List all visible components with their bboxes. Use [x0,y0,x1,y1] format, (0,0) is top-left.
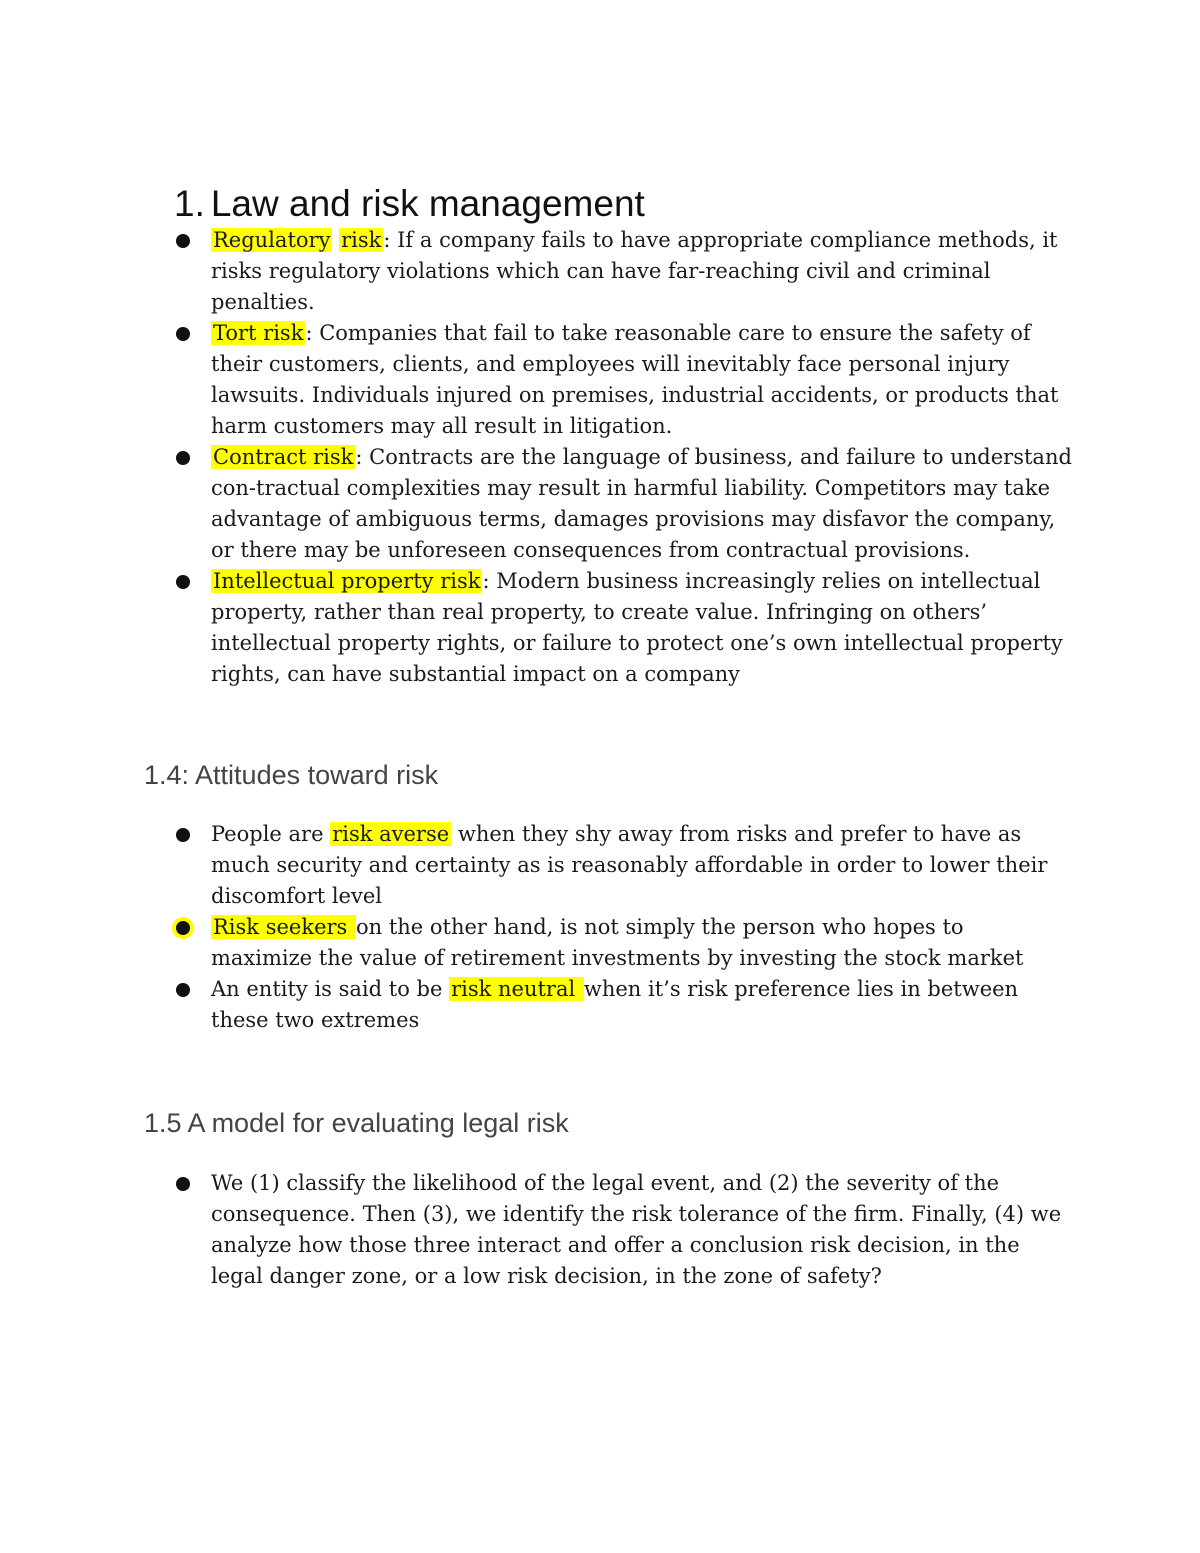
text-run: : Modern business increasingly relies on intellectual [482,569,1041,593]
section-heading-model: 1.5 A model for evaluating legal risk [144,1108,569,1138]
highlighted-term: Intellectual property risk [213,569,481,593]
list-item-risk-neutral [0,974,1091,1036]
highlighted-term: risk averse [332,822,450,846]
bullet-icon [176,234,190,248]
text-line: intellectual property rights, or failure to protect one’s own intellectual property [211,631,1063,655]
text-line [211,912,1091,943]
text-line: discomfort level [211,884,382,908]
list-item-risk-seekers [0,912,1091,974]
text-run: : If a company fails to have appropriate compliance methods, it [383,228,1058,252]
text-line: legal danger zone, or a low risk decision, in the zone of safety? [211,1264,882,1288]
bullet-icon [176,1177,190,1191]
text-line: harm customers may all result in litigation. [211,414,673,438]
text-line: analyze how those three interact and offer a conclusion risk decision, in the [211,1233,1020,1257]
text-line [211,566,1091,597]
heading-title: Law and risk management [210,183,645,224]
model-list [0,1168,1091,1292]
bullet-icon [176,575,190,589]
section-heading-attitudes: 1.4: Attitudes toward risk [144,760,439,790]
text-run: : Companies that fail to take reasonable care to ensure the safety of [305,321,1031,345]
bullet-icon [176,983,190,997]
highlighted-term: Contract risk [213,445,354,469]
law-risk-list [0,225,1091,690]
text-line [211,974,1091,1005]
section-heading-law-and-risk [174,181,645,227]
text-line: or there may be unforeseen consequences from contractual provisions. [211,538,971,562]
text-line [211,819,1091,850]
bullet-icon [176,451,190,465]
text-line: risks regulatory violations which can have far-reaching civil and criminal [211,259,991,283]
highlighted-term: Risk seekers [213,915,354,939]
bullet-icon [176,828,190,842]
highlighted-term: risk [341,228,382,252]
text-line: consequence. Then (3), we identify the risk tolerance of the firm. Finally, (4) we [211,1202,1062,1226]
text-line: much security and certainty as is reasonably affordable in order to lower their [211,853,1048,877]
text-line: lawsuits. Individuals injured on premises, industrial accidents, or products that [211,383,1059,407]
text-line: their customers, clients, and employees will inevitably face personal injury [211,352,1010,376]
text-line: con-tractual complexities may result in harmful liability. Competitors may take [211,476,1051,500]
text-run: People are [211,822,331,846]
text-run: when it’s risk preference lies in between [583,977,1019,1001]
text-run: : Contracts are the language of business, and failure to understand [355,445,1072,469]
list-item-model-steps [0,1168,1091,1292]
text-line: penalties. [211,290,315,314]
list-item-ip-risk [0,566,1091,690]
text-line: maximize the value of retirement investments by investing the stock market [211,946,1024,970]
list-item-tort-risk [0,318,1091,442]
text-line: advantage of ambiguous terms, damages provisions may disfavor the company, [211,507,1056,531]
highlighted-term: Tort risk [213,321,304,345]
bullet-icon [176,921,190,935]
heading-number: 1. [174,183,205,224]
text-line: We (1) classify the likelihood of the legal event, and (2) the severity of the [211,1171,1000,1195]
text-line: rights, can have substantial impact on a company [211,662,741,686]
bullet-icon [176,327,190,341]
text-run: when they shy away from risks and prefer to have as [451,822,1022,846]
text-line [211,225,1091,256]
highlighted-term: risk neutral [451,977,582,1001]
text-line [211,318,1091,349]
list-item-contract-risk [0,442,1091,566]
text-line: property, rather than real property, to create value. Infringing on others’ [211,600,988,624]
text-line: these two extremes [211,1008,420,1032]
list-item-risk-averse [0,819,1091,912]
text-run: An entity is said to be [211,977,450,1001]
list-item-regulatory-risk [0,225,1091,318]
highlighted-term: Regulatory [213,228,331,252]
text-line [211,442,1091,473]
attitudes-list [0,819,1091,1036]
text-run: on the other hand, is not simply the person who hopes to [355,915,964,939]
